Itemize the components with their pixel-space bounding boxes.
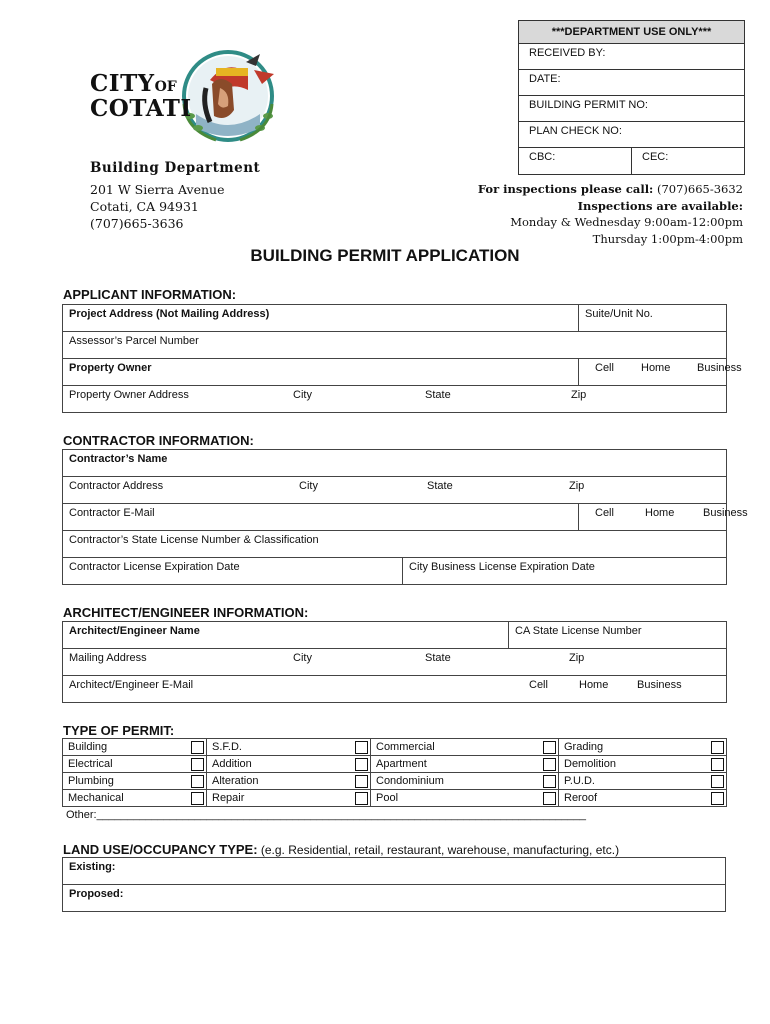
permit-type-label: Pool xyxy=(371,790,537,807)
permit-type-label: Mechanical xyxy=(63,790,185,807)
architect-business-label: Business xyxy=(637,679,682,691)
cec-field[interactable]: CEC: xyxy=(631,148,744,174)
permit-type-label: Repair xyxy=(207,790,349,807)
permit-type-checkbox[interactable] xyxy=(543,792,556,805)
permit-type-checkbox-cell xyxy=(705,790,727,807)
land-use-heading: LAND USE/OCCUPANCY TYPE: xyxy=(63,842,258,857)
permit-type-checkbox-cell xyxy=(705,773,727,790)
contractor-cell-label: Cell xyxy=(595,507,614,519)
architect-email-label: Architect/Engineer E-Mail xyxy=(69,679,194,691)
architect-email-field[interactable] xyxy=(63,676,727,703)
permit-type-label: Demolition xyxy=(559,756,705,773)
contractor-zip-label: Zip xyxy=(569,480,585,492)
department-contact xyxy=(90,160,260,232)
permit-type-checkbox[interactable] xyxy=(191,758,204,771)
permit-type-checkbox-cell xyxy=(537,739,559,756)
contractor-license-exp-field[interactable]: Contractor License Expiration Date xyxy=(63,558,403,585)
department-use-header: ***DEPARTMENT USE ONLY*** xyxy=(519,21,744,44)
architect-zip-label: Zip xyxy=(569,652,585,664)
permit-type-checkbox[interactable] xyxy=(711,758,724,771)
permit-type-checkbox-cell xyxy=(349,756,371,773)
permit-type-checkbox[interactable] xyxy=(711,792,724,805)
property-owner-field[interactable]: Property Owner xyxy=(63,359,579,386)
date-field[interactable]: DATE: xyxy=(519,70,744,96)
permit-type-checkbox-cell xyxy=(185,739,207,756)
owner-address-label: Property Owner Address xyxy=(69,389,189,401)
permit-type-checkbox-cell xyxy=(537,773,559,790)
owner-home-label: Home xyxy=(641,362,671,374)
contractor-table xyxy=(62,449,748,585)
permit-type-label: Apartment xyxy=(371,756,537,773)
permit-type-label: Grading xyxy=(559,739,705,756)
logo-of: OF xyxy=(154,79,177,95)
cbc-field[interactable]: CBC: xyxy=(529,151,556,163)
permit-type-checkbox[interactable] xyxy=(355,758,368,771)
architect-table xyxy=(62,621,727,703)
owner-cell-label: Cell xyxy=(595,362,614,374)
permit-type-label: Addition xyxy=(207,756,349,773)
architect-license-field[interactable]: CA State License Number xyxy=(509,622,727,649)
permit-type-table xyxy=(62,738,727,807)
permit-type-checkbox-cell xyxy=(537,756,559,773)
city-license-exp-field[interactable]: City Business License Expiration Date xyxy=(403,558,727,585)
architect-name-field[interactable]: Architect/Engineer Name xyxy=(63,622,509,649)
department-phone: (707)665-3636 xyxy=(90,216,184,231)
land-use-table xyxy=(62,857,726,912)
permit-type-checkbox[interactable] xyxy=(191,775,204,788)
applicant-heading: APPLICANT INFORMATION: xyxy=(63,287,237,302)
permit-type-checkbox[interactable] xyxy=(711,741,724,754)
city-of-cotati-wordmark xyxy=(90,70,192,122)
permit-type-label: P.U.D. xyxy=(559,773,705,790)
permit-type-label: Commercial xyxy=(371,739,537,756)
applicant-table xyxy=(62,304,742,413)
existing-use-field[interactable]: Existing: xyxy=(63,858,726,885)
permit-type-label: Reroof xyxy=(559,790,705,807)
department-title: Building Department xyxy=(90,160,261,176)
permit-type-label: S.F.D. xyxy=(207,739,349,756)
department-use-box xyxy=(518,20,745,175)
permit-type-checkbox[interactable] xyxy=(191,792,204,805)
contractor-phone-field[interactable] xyxy=(579,504,748,531)
owner-zip-label: Zip xyxy=(571,389,587,401)
inspection-call-label: For inspections please call: xyxy=(477,182,654,196)
land-use-heading-line xyxy=(63,842,619,857)
parcel-number-field[interactable]: Assessor’s Parcel Number xyxy=(63,332,727,359)
permit-type-label: Building xyxy=(63,739,185,756)
contractor-home-label: Home xyxy=(645,507,675,519)
permit-type-checkbox-cell xyxy=(349,739,371,756)
inspection-line1: Monday & Wednesday 9:00am-12:00pm xyxy=(510,215,743,229)
inspection-info xyxy=(478,181,743,247)
permit-type-heading: TYPE OF PERMIT: xyxy=(63,723,175,738)
permit-type-label: Electrical xyxy=(63,756,185,773)
contractor-address-field[interactable] xyxy=(63,477,727,504)
permit-type-checkbox-cell xyxy=(185,790,207,807)
page-title: BUILDING PERMIT APPLICATION xyxy=(250,246,520,265)
permit-type-checkbox[interactable] xyxy=(355,775,368,788)
permit-type-checkbox-cell xyxy=(705,756,727,773)
architect-home-label: Home xyxy=(579,679,609,691)
plan-check-no-field[interactable]: PLAN CHECK NO: xyxy=(519,122,744,148)
department-address1: 201 W Sierra Avenue xyxy=(90,182,225,197)
architect-heading: ARCHITECT/ENGINEER INFORMATION: xyxy=(63,605,309,620)
proposed-use-field[interactable]: Proposed: xyxy=(63,885,726,912)
contractor-state-label: State xyxy=(427,480,453,492)
department-address2: Cotati, CA 94931 xyxy=(90,199,199,214)
inspection-call-number: (707)665-3632 xyxy=(653,182,743,196)
owner-city-label: City xyxy=(293,389,312,401)
permit-type-checkbox[interactable] xyxy=(355,741,368,754)
architect-state-label: State xyxy=(425,652,451,664)
architect-mailing-field[interactable] xyxy=(63,649,727,676)
permit-type-checkbox-cell xyxy=(537,790,559,807)
contractor-license-field[interactable]: Contractor’s State License Number & Classification xyxy=(63,531,727,558)
permit-type-label: Alteration xyxy=(207,773,349,790)
logo-city: CITY xyxy=(90,70,155,97)
contractor-email-field[interactable]: Contractor E-Mail xyxy=(63,504,579,531)
permit-type-checkbox-cell xyxy=(349,790,371,807)
contractor-heading: CONTRACTOR INFORMATION: xyxy=(63,433,254,448)
permit-type-checkbox[interactable] xyxy=(711,775,724,788)
logo-cotati: COTATI xyxy=(90,95,192,122)
owner-business-label: Business xyxy=(697,362,742,374)
owner-phone-field[interactable] xyxy=(579,359,742,386)
architect-city-label: City xyxy=(293,652,312,664)
permit-type-checkbox[interactable] xyxy=(543,758,556,771)
permit-type-checkbox[interactable] xyxy=(355,792,368,805)
building-permit-no-field[interactable]: BUILDING PERMIT NO: xyxy=(519,96,744,122)
permit-type-checkbox[interactable] xyxy=(543,775,556,788)
permit-type-checkbox-cell xyxy=(185,773,207,790)
permit-type-checkbox[interactable] xyxy=(191,741,204,754)
suite-unit-field[interactable]: Suite/Unit No. xyxy=(579,305,727,332)
contractor-name-field[interactable]: Contractor’s Name xyxy=(63,450,727,477)
received-by-field[interactable]: RECEIVED BY: xyxy=(519,44,744,70)
other-permit-field[interactable]: Other:________________________________________________________________________________ xyxy=(66,809,586,821)
permit-type-checkbox-cell xyxy=(349,773,371,790)
project-address-field[interactable]: Project Address (Not Mailing Address) xyxy=(63,305,579,332)
contractor-city-label: City xyxy=(299,480,318,492)
permit-type-label: Plumbing xyxy=(63,773,185,790)
contractor-business-label: Business xyxy=(703,507,748,519)
permit-type-label: Condominium xyxy=(371,773,537,790)
inspection-available: Inspections are available: xyxy=(577,198,743,213)
owner-state-label: State xyxy=(425,389,451,401)
inspection-line2: Thursday 1:00pm-4:00pm xyxy=(592,231,743,246)
owner-address-field[interactable] xyxy=(63,386,727,413)
architect-mailing-label: Mailing Address xyxy=(69,652,147,664)
contractor-address-label: Contractor Address xyxy=(69,480,164,492)
land-use-hint: (e.g. Residential, retail, restaurant, warehouse, manufacturing, etc.) xyxy=(257,843,620,857)
architect-cell-label: Cell xyxy=(529,679,548,691)
permit-type-checkbox[interactable] xyxy=(543,741,556,754)
permit-type-checkbox-cell xyxy=(185,756,207,773)
permit-type-checkbox-cell xyxy=(705,739,727,756)
